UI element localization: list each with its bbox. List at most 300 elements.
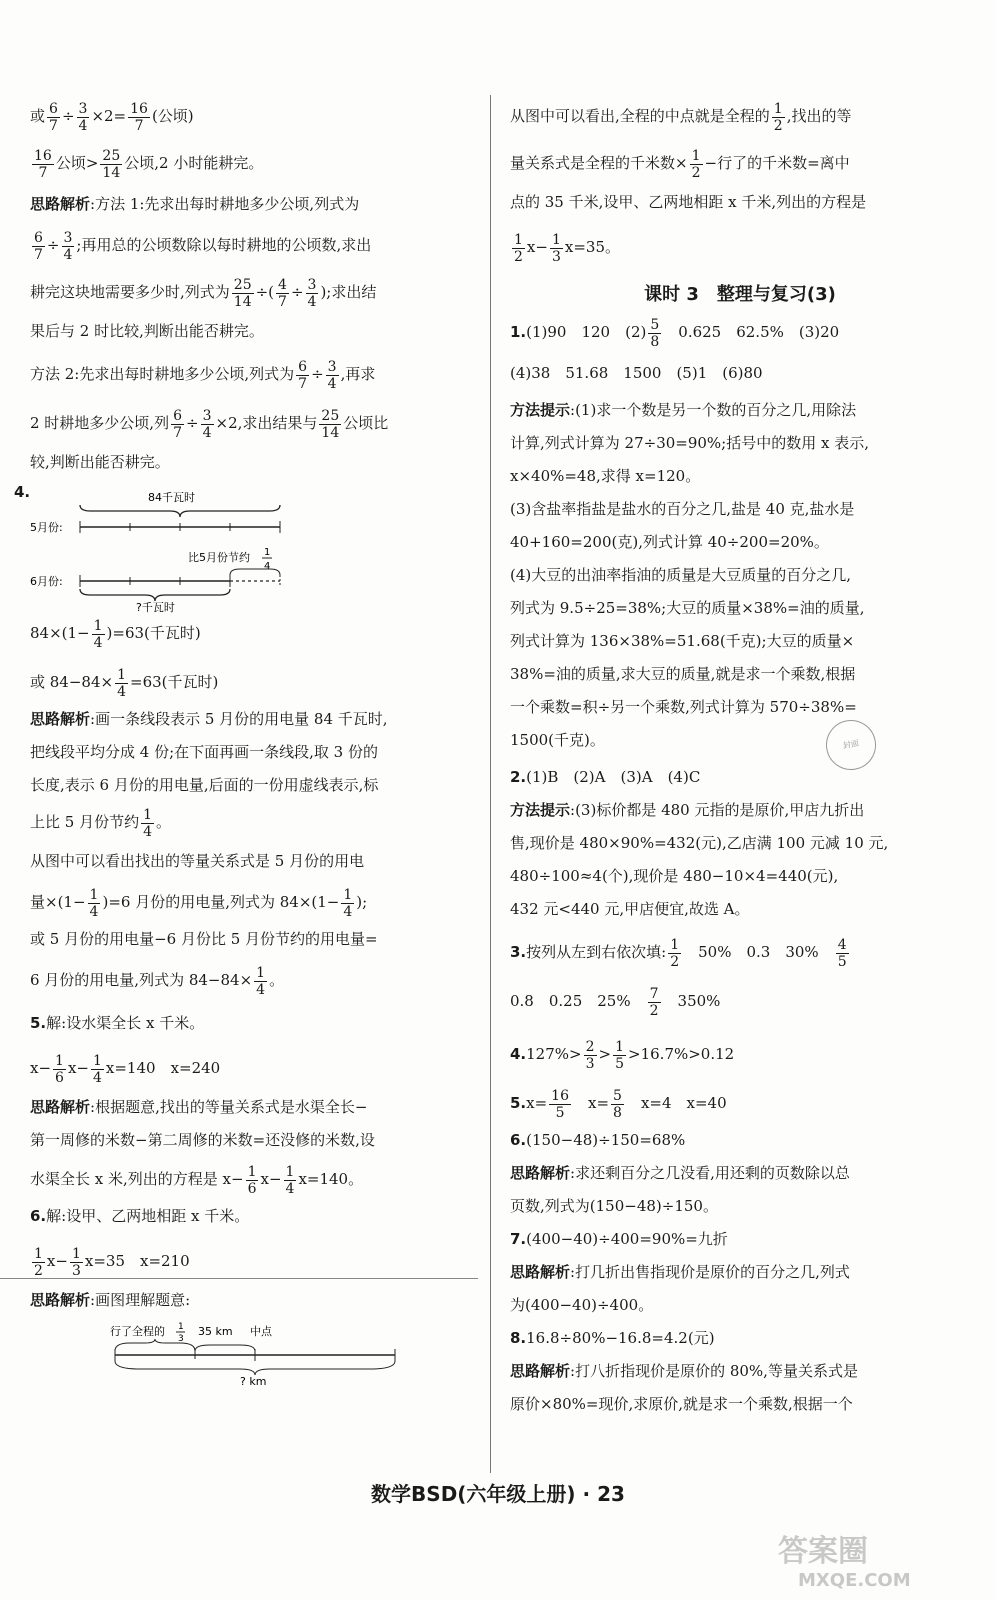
fraction [141, 808, 154, 839]
watermark-sub: MXQE.COM [798, 1570, 911, 1591]
fraction [100, 149, 122, 180]
text: 2 [34, 1262, 43, 1279]
hint-label: 思路解析 [510, 1263, 571, 1281]
line-r19 [510, 794, 970, 827]
text: 售,现价是 480×90%=432(元),乙店满 100 元减 10 元, [510, 834, 889, 852]
text: 1 [34, 1245, 43, 1262]
text: 1500(千克)。 [510, 731, 605, 749]
text: ×2,求出结果与 [215, 414, 318, 432]
text: (3)含盐率指盐是盐水的百分之几,盐是 40 克,盐水是 [510, 500, 855, 518]
text: 5 [615, 1055, 625, 1072]
fraction [341, 888, 354, 919]
line-r16 [510, 691, 970, 724]
line-l8 [30, 407, 478, 440]
text: 16.8÷80%−16.8=4.2(元) [526, 1329, 715, 1347]
text: 较,判断出能否耕完。 [30, 453, 170, 471]
top-brace [80, 505, 280, 517]
text: 1 [143, 806, 153, 823]
line-l6 [30, 315, 478, 348]
hint-label: 方法提示 [510, 801, 571, 819]
fraction [62, 231, 75, 262]
line-r1 [510, 100, 970, 133]
text: x=140。 [298, 1170, 364, 1188]
text: :画图理解题意: [90, 1291, 191, 1309]
text: 列式为 9.5÷25=38%;大豆的质量×38%=油的质量, [510, 599, 865, 617]
save-label: 比5月份节约 [188, 551, 250, 564]
text: (400−40)÷400=90%=九折 [526, 1230, 728, 1248]
line-r8 [510, 427, 970, 460]
text: 2 [691, 164, 701, 181]
footer-title: 数学BSD(六年级上册) [371, 1482, 576, 1506]
hint-label: 思路解析 [30, 195, 91, 213]
bottom-label: ?千瓦时 [136, 601, 175, 613]
line-r11 [510, 526, 970, 559]
fraction [91, 1054, 104, 1085]
text: 。 [156, 813, 172, 831]
text: 0.8 0.25 25% [510, 992, 631, 1010]
text: 1 [92, 1052, 102, 1069]
text: 4 [343, 903, 353, 920]
text: 16 [130, 100, 148, 117]
hint-label: 思路解析 [30, 1291, 91, 1309]
question-number: 5. [510, 1094, 527, 1112]
line-l3 [30, 188, 478, 221]
fraction [70, 1247, 83, 1278]
text: 3 [63, 229, 73, 246]
text: 4 [307, 293, 317, 310]
fraction [115, 668, 128, 699]
text: ÷ [311, 365, 324, 383]
line-r17 [510, 724, 970, 757]
line-l23 [30, 1124, 478, 1157]
line-r7 [510, 394, 970, 427]
hint-label: 思路解析 [30, 1098, 91, 1116]
text: :(3)标价都是 480 元指的是原价,甲店九折出 [570, 801, 865, 819]
text: ÷ [290, 283, 304, 301]
text: 8 [613, 1104, 622, 1121]
fraction [772, 102, 785, 133]
text: 14 [233, 293, 252, 310]
text: 1 [514, 231, 523, 248]
section-separator [0, 1278, 478, 1279]
frac-den: 3 [178, 1334, 184, 1344]
text: 480÷100≈4(个),现价是 480−10×4=440(元), [510, 867, 839, 885]
text: 1 [256, 964, 266, 981]
line-r3 [510, 186, 970, 219]
section-title: 课时 3 整理与复习(3) [644, 284, 836, 305]
line-l9 [30, 446, 478, 479]
fraction [326, 360, 339, 391]
text: 7 [49, 117, 58, 134]
text: x− [67, 1059, 89, 1077]
text: )=6 月份的用电量,列式为 84×(1− [102, 893, 340, 911]
text: (1)90 120 (2) [526, 323, 647, 341]
text: x= [573, 1094, 610, 1112]
watermark-main: 答案圈 [778, 1534, 868, 1569]
text: 1 [117, 666, 127, 683]
right-column [510, 92, 970, 1421]
column-divider [490, 95, 491, 1473]
text: x=140 x=240 [105, 1059, 221, 1077]
hint-label: 思路解析 [510, 1362, 571, 1380]
text: 1 [55, 1052, 64, 1069]
line-l21 [30, 1052, 478, 1085]
text: 7 [298, 375, 308, 392]
text: 38%=油的质量,求大豆的质量,就是求一个乘数,根据 [510, 665, 856, 683]
text: 0.625 62.5% (3)20 [663, 323, 840, 341]
text: 4 [93, 634, 103, 651]
question-number: 5. [30, 1014, 47, 1032]
text: 6 [298, 358, 308, 375]
text: ÷ [46, 236, 60, 254]
fraction [549, 1089, 571, 1120]
text: 8 [650, 333, 660, 350]
text: 14 [102, 164, 121, 181]
text: 5 [650, 316, 660, 333]
question-number: 7. [510, 1230, 527, 1248]
fraction [668, 938, 681, 969]
line-r34 [510, 1355, 970, 1388]
line-r23 [510, 936, 970, 969]
label-midpoint: 中点 [250, 1325, 272, 1338]
line-l22 [30, 1091, 478, 1124]
text: x=35。 [564, 238, 620, 256]
text: (1)B (2)A (3)A (4)C [526, 768, 701, 786]
fraction [284, 1165, 297, 1196]
line-l18 [30, 923, 478, 956]
text: =63(千瓦时) [130, 673, 219, 691]
text: 7 [34, 246, 43, 263]
may-label: 5月份: [30, 521, 63, 534]
text: ÷ [186, 414, 199, 432]
stamp-mark: 封面 [822, 716, 880, 774]
text: 4 [285, 1180, 295, 1197]
line-l24 [30, 1163, 478, 1196]
frac-num: 1 [264, 547, 271, 558]
text: 3 [327, 358, 337, 375]
save-brace [230, 569, 280, 575]
text: 7 [38, 164, 48, 181]
brace [195, 1345, 255, 1351]
text: >16.7%>0.12 [628, 1045, 735, 1063]
line-r31 [510, 1256, 970, 1289]
fraction [88, 888, 101, 919]
text: 40+160=200(克),列式计算 40÷200=20%。 [510, 533, 829, 551]
text: 页数,列式为(150−48)÷150。 [510, 1197, 718, 1215]
text: 25 [233, 276, 252, 293]
page-number: · 23 [582, 1482, 625, 1506]
text: 1 [285, 1163, 295, 1180]
text: 16 [34, 147, 52, 164]
text: 原价×80%=现价,求原价,就是求一个乘数,根据一个 [510, 1395, 853, 1413]
text: 1 [615, 1038, 625, 1055]
line-r21 [510, 860, 970, 893]
text: 耕完这块地需要多少时,列式为 [30, 283, 230, 301]
text: > [598, 1045, 612, 1063]
text: 列式计算为 136×38%=51.68(千克);大豆的质量× [510, 632, 855, 650]
hint-label: 思路解析 [30, 710, 91, 728]
text: 上比 5 月份节约 [30, 813, 140, 831]
bottom-brace [115, 1361, 395, 1375]
line-r5 [510, 316, 970, 349]
fraction [246, 1165, 259, 1196]
text: 2 [514, 248, 523, 265]
line-l7 [30, 358, 478, 391]
line-r30 [510, 1223, 970, 1256]
text: 4 [202, 424, 212, 441]
hint-label: 方法提示 [510, 401, 571, 419]
text: 点的 35 千米,设甲、乙两地相距 x 千米,列出的方程是 [510, 193, 867, 211]
text: 3 [307, 276, 317, 293]
line-l10 [30, 617, 478, 650]
text: (4)38 51.68 1500 (5)1 (6)80 [510, 364, 763, 382]
text: 1 [551, 231, 561, 248]
diagram-top-label: 84千瓦时 [148, 491, 195, 504]
text: ,找出的等 [786, 107, 852, 125]
text: 7 [649, 985, 659, 1002]
frac-den: 4 [264, 561, 271, 572]
line-l15 [30, 806, 478, 839]
fraction [836, 938, 849, 969]
line-l11 [30, 666, 478, 699]
text: 5 [837, 953, 847, 970]
line-l27 [30, 1284, 478, 1317]
line-l4 [30, 229, 478, 262]
text: (公顷) [151, 107, 194, 125]
hint-label: 思路解析 [510, 1164, 571, 1182]
text: ,再求 [340, 365, 376, 383]
journey-diagram [100, 1317, 420, 1387]
text: 6 [49, 100, 58, 117]
text: 计算,列式计算为 27÷30=90%;括号中的数用 x 表示, [510, 434, 870, 452]
line-r6 [510, 357, 970, 390]
text: :根据题意,找出的等量关系式是水渠全长− [90, 1098, 368, 1116]
text: 1 [691, 147, 701, 164]
diagram-journey [30, 1317, 478, 1387]
line-r13 [510, 592, 970, 625]
text: 5 [555, 1104, 565, 1121]
fraction [690, 149, 703, 180]
line-l2 [30, 147, 478, 180]
text: 5 [613, 1087, 622, 1104]
fraction [306, 278, 319, 309]
text: 16 [551, 1087, 569, 1104]
text: 按列从左到右依次填: [526, 943, 667, 961]
line-r14 [510, 625, 970, 658]
text: 或 84−84× [30, 673, 114, 691]
text: 方法 2:先求出每时耕地多少公顷,列式为 [30, 365, 295, 383]
segment-diagram [30, 483, 330, 613]
text: 50% 0.3 30% [683, 943, 819, 961]
fraction [232, 278, 254, 309]
line-r27 [510, 1124, 970, 1157]
text: 解:设甲、乙两地相距 x 千米。 [46, 1207, 250, 1225]
line-r10 [510, 493, 970, 526]
line-r22 [510, 893, 970, 926]
line-l1 [30, 100, 478, 133]
line-l20 [30, 1007, 478, 1040]
text: :(1)求一个数是另一个数的百分之几,用除法 [570, 401, 857, 419]
text: 或 5 月份的用电量−6 月份比 5 月份节约的用电量= [30, 930, 378, 948]
line-r4 [510, 231, 970, 264]
text: 25 [102, 147, 121, 164]
question-number: 2. [510, 768, 527, 786]
label-total-km: ? km [240, 1375, 267, 1387]
text: 4 [278, 276, 287, 293]
text: 为(400−40)÷400。 [510, 1296, 654, 1314]
text: 2 [670, 953, 680, 970]
text: 解:设水渠全长 x 千米。 [46, 1014, 205, 1032]
text: ;再用总的公顷数除以每时耕地的公顷数,求出 [76, 236, 372, 254]
line-r15 [510, 658, 970, 691]
text: 2 [585, 1038, 595, 1055]
text: 4 [78, 117, 88, 134]
text: 1 [670, 936, 680, 953]
text: 7 [278, 293, 287, 310]
fraction [584, 1040, 597, 1071]
text: x− [30, 1059, 52, 1077]
line-r32 [510, 1289, 970, 1322]
text: 长度,表示 6 月份的用电量,后面的一份用虚线表示,标 [30, 776, 379, 794]
text: x=35 x=210 [84, 1252, 190, 1270]
fraction [128, 102, 150, 133]
text: 3 [202, 407, 212, 424]
watermark [778, 1526, 978, 1591]
line-r25 [510, 1038, 970, 1071]
text: 1 [773, 100, 783, 117]
text: 1 [247, 1163, 257, 1180]
text: 2 时耕地多少公顷,列 [30, 414, 170, 432]
text: 127%> [526, 1045, 582, 1063]
question-number: 3. [510, 943, 527, 961]
text: x= [526, 1094, 548, 1112]
text: 84×(1− [30, 624, 90, 642]
left-column [14, 92, 478, 1387]
text: 4 [327, 375, 337, 392]
text: 2 [773, 117, 783, 134]
text: ÷ [61, 107, 75, 125]
text: 量关系式是全程的千米数× [510, 154, 688, 172]
fraction [53, 1054, 66, 1085]
page-footer [0, 1478, 996, 1512]
text: x− [526, 238, 548, 256]
text: )=63(千瓦时) [106, 624, 201, 642]
text: 6 [55, 1069, 64, 1086]
line-r33 [510, 1322, 970, 1355]
line-r24 [510, 985, 970, 1018]
line-l26 [30, 1245, 478, 1278]
text: 1 [343, 886, 353, 903]
fraction [550, 233, 563, 264]
fraction [648, 987, 661, 1018]
fraction [171, 409, 184, 440]
line-r18 [510, 761, 970, 794]
text: x=4 x=40 [625, 1094, 727, 1112]
text: 4 [143, 823, 153, 840]
fraction [32, 149, 54, 180]
fraction [32, 231, 45, 262]
text: 或 [30, 107, 46, 125]
text: ); [356, 893, 368, 911]
text: 3 [71, 1262, 81, 1279]
fraction [92, 619, 105, 650]
fraction [254, 966, 267, 997]
june-label: 6月份: [30, 575, 63, 588]
line-l19 [30, 964, 478, 997]
text: 果后与 2 时比较,判断出能否耕完。 [30, 322, 264, 340]
text: x×40%=48,求得 x=120。 [510, 467, 701, 485]
text: 6 [34, 229, 43, 246]
text: :画一条线段表示 5 月份的用电量 84 千瓦时, [90, 710, 388, 728]
fraction [77, 102, 90, 133]
text: 4 [837, 936, 847, 953]
line-l16 [30, 845, 478, 878]
line-l5 [30, 276, 478, 309]
text: 3 [551, 248, 561, 265]
text: 公顷> [55, 154, 99, 172]
text: 从图中可以看出找出的等量关系式是 5 月份的用电 [30, 852, 365, 870]
fraction [648, 318, 661, 349]
text: 水渠全长 x 米,列出的方程是 x− [30, 1170, 244, 1188]
line-l14 [30, 769, 478, 802]
text: 350% [662, 992, 721, 1010]
line-l12 [30, 703, 478, 736]
text: 公顷,2 小时能耕完。 [124, 154, 264, 172]
line-r35 [510, 1388, 970, 1421]
text: 4 [89, 903, 99, 920]
text: 3 [78, 100, 88, 117]
text: 。 [269, 971, 285, 989]
text: 2 [649, 1002, 659, 1019]
line-r12 [510, 559, 970, 592]
fraction [47, 102, 60, 133]
text: −行了的千米数=离中 [704, 154, 850, 172]
line-r9 [510, 460, 970, 493]
text: 7 [173, 424, 183, 441]
frac-num: 1 [178, 1322, 184, 1332]
text: x− [46, 1252, 68, 1270]
line-l13 [30, 736, 478, 769]
text: 6 月份的用电量,列式为 84−84× [30, 971, 253, 989]
text: :方法 1:先求出每时耕地多少公顷,列式为 [90, 195, 360, 213]
line-r2 [510, 147, 970, 180]
question-number: 1. [510, 323, 527, 341]
text: ÷( [255, 283, 275, 301]
text: :打八折指现价是原价的 80%,等量关系式是 [570, 1362, 858, 1380]
text: 7 [134, 117, 144, 134]
question-number: 6. [510, 1131, 527, 1149]
text: ×2= [91, 107, 127, 125]
text: 14 [321, 424, 340, 441]
line-r29 [510, 1190, 970, 1223]
text: 量×(1− [30, 893, 86, 911]
text: 一个乘数=积÷另一个乘数,列式计算为 570÷38%= [510, 698, 857, 716]
text: );求出结 [320, 283, 377, 301]
text: 第一周修的米数−第二周修的米数=还没修的米数,设 [30, 1131, 375, 1149]
text: :求还剩百分之几没看,用还剩的页数除以总 [570, 1164, 850, 1182]
text: 从图中可以看出,全程的中点就是全程的 [510, 107, 770, 125]
question-number: 4. [14, 483, 31, 501]
text: 1 [71, 1245, 81, 1262]
question-number: 8. [510, 1329, 527, 1347]
fraction [276, 278, 289, 309]
fraction [296, 360, 309, 391]
fraction [32, 1247, 45, 1278]
text: :打几折出售指现价是原价的百分之几,列式 [570, 1263, 850, 1281]
text: 6 [173, 407, 183, 424]
line-r28 [510, 1157, 970, 1190]
text: 公顷比 [343, 414, 389, 432]
